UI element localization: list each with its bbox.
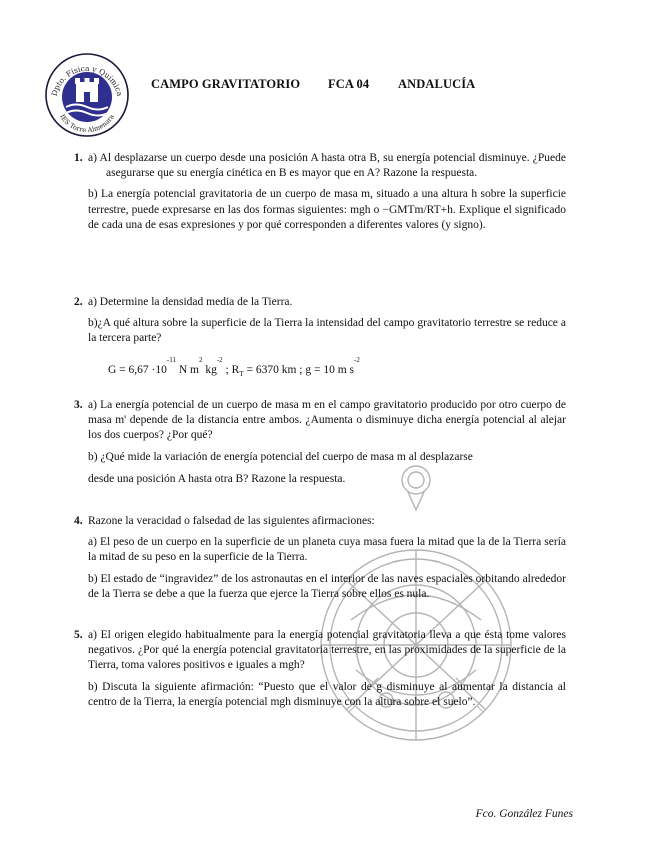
author-signature: Fco. González Funes <box>475 808 573 820</box>
question-part-a: a) El origen elegido habitualmente para la energía potencial gravitatoria lleva a que ésta tome valores negativos. ¿Por qué la energía potencial gravitatoria terrestre, en las proximidades de la superficie de la Tierra, toma valores positivos e iguales a mgh? <box>88 629 566 672</box>
question-part-a: a) La energía potencial de un cuerpo de masa m en el campo gravitatorio producido por otro cuerpo de masa m' depende de la distancia entre ambos. ¿Aumenta o disminuye dicha energía potencial al alejar los dos cuerpos? ¿Por qué? <box>88 399 566 442</box>
question-part-a: a) Determine la densidad media de la Tierra. <box>88 296 293 308</box>
question-part-a: a) Al desplazarse un cuerpo desde una posición A hasta otra B, su energía potencial disminuye. ¿Puede asegurarse que su energía cinética en B es mayor que en A? Razone la respuesta. <box>88 152 566 180</box>
question-3 <box>74 398 566 487</box>
svg-text:Dpto. Física y Química: Dpto. Física y Química <box>49 63 125 98</box>
question-part-b: b) El estado de “ingravidez” de los astronautas en el interior de las naves espaciales orbitando alrededor de la Tierra se debe a que la fuerza que ejerce la Tierra sobre ellos es nula. <box>88 572 566 600</box>
school-logo <box>44 52 130 138</box>
document-code: FCA 04 <box>328 77 370 91</box>
question-part-b: b) La energía potencial gravitatoria de un cuerpo de masa m, situado a una altura h sobre la superficie terrestre, puede expresarse en las dos formas siguientes: mgh o −GMTm/RT+h. Explique el significado de cada una de esas expresiones y por qué corresponden a diferentes valores (y signo). <box>88 188 566 231</box>
question-5 <box>74 628 566 710</box>
question-2 <box>74 295 566 382</box>
question-number: 2. <box>74 296 83 308</box>
svg-text:IES Torre Almenara: IES Torre Almenara <box>58 112 116 135</box>
document-title: CAMPO GRAVITATORIO <box>151 77 301 91</box>
question-part-b: b) Discuta la siguiente afirmación: “Puesto que el valor de g disminuye al aumentar la distancia al centro de la Tierra, la energía potencial mgh disminuye con la altura sobre el suelo”. <box>88 680 566 708</box>
astrolabe-watermark-icon <box>316 450 516 795</box>
question-part-b: b)¿A qué altura sobre la superficie de la Tierra la intensidad del campo gravitatorio terrestre se reduce a la tercera parte? <box>88 317 566 345</box>
question-number: 1. <box>74 152 83 164</box>
question-1 <box>74 151 566 233</box>
question-number: 5. <box>74 629 83 641</box>
question-part-b-continued: desde una posición A hasta otra B? Razone la respuesta. <box>88 472 346 485</box>
question-number: 4. <box>74 515 83 527</box>
question-part-b: b) ¿Qué mide la variación de energía potencial del cuerpo de masa m al desplazarse <box>88 450 473 463</box>
question-number: 3. <box>74 399 83 411</box>
document-region: ANDALUCÍA <box>398 77 476 91</box>
question-part-a: a) El peso de un cuerpo en la superficie de un planeta cuya masa fuera la mitad que la de la Tierra sería la mitad de su peso en la superficie de la Tierra. <box>88 536 566 564</box>
constants-formula: $G = 6,67 \cdot 10^{-11}$ N $m^2$ $kg^{-2}$ ; $R_T = 6370$ km ; g = 10 m $s^{-2}$ <box>108 355 360 378</box>
question-intro: Razone la veracidad o falsedad de las siguientes afirmaciones: <box>88 515 375 527</box>
question-4 <box>74 514 566 602</box>
